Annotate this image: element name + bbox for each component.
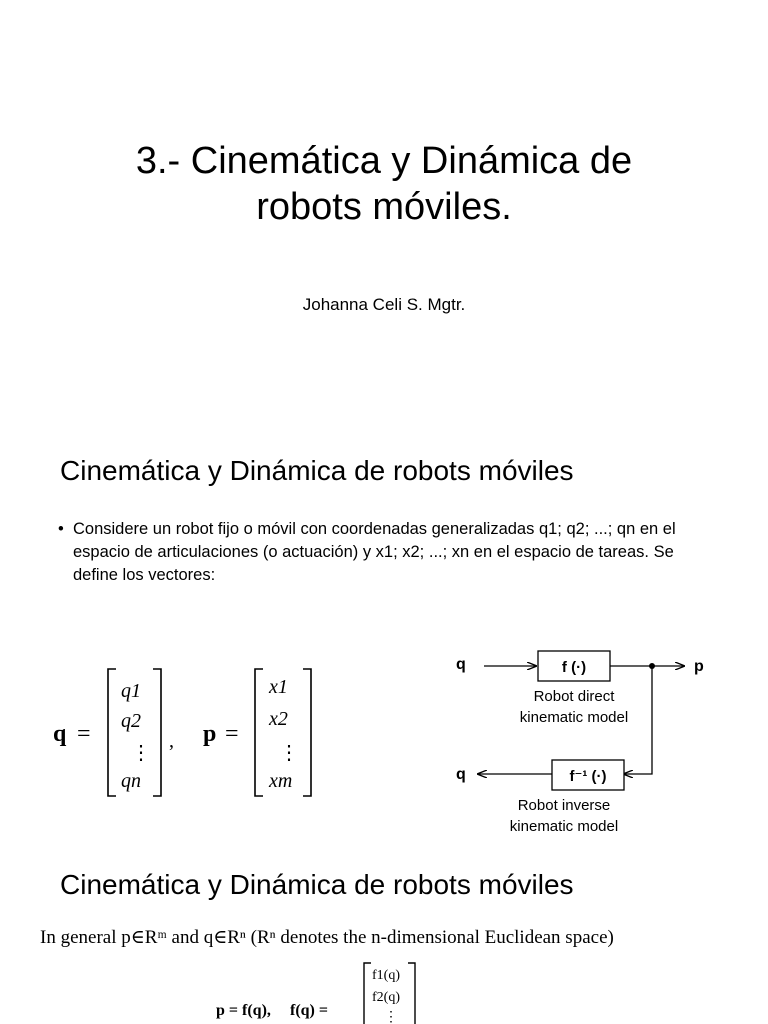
- title-line-2: robots móviles.: [256, 186, 512, 228]
- p-vector-label: p: [203, 721, 217, 747]
- kinematic-model-diagram: [448, 643, 718, 843]
- direct-box-label: f (·): [561, 659, 587, 676]
- q-entry-2: q2: [121, 710, 141, 732]
- slide-title-2: Cinemática y Dinámica de robots móviles: [60, 869, 574, 900]
- p-left-bracket: [255, 669, 263, 796]
- inverse-box-label: f⁻¹ (·): [569, 768, 607, 785]
- q-entry-dots: ⋮: [131, 742, 151, 764]
- f-right-bracket: [408, 963, 415, 1024]
- title-line-1: 3.- Cinemática y Dinámica de: [135, 140, 633, 182]
- direct-caption-line-2: kinematic model: [519, 709, 629, 726]
- formula-f-def: f(q) =: [290, 1002, 328, 1019]
- title-slide: [0, 0, 768, 433]
- q-vector-label: q: [53, 721, 67, 747]
- bullet-point: [58, 518, 718, 587]
- q-left-bracket: [108, 669, 116, 796]
- p-entry-2: x2: [269, 708, 288, 730]
- author-name: Johanna Celi S. Mgtr.: [302, 295, 466, 314]
- bullet-dot: •: [58, 520, 64, 538]
- presentation-title: [0, 138, 768, 230]
- f-entry-1: f1(q): [372, 968, 400, 983]
- kinematics-slide: [0, 433, 768, 851]
- formula-lhs: p = f(q),: [216, 1002, 271, 1019]
- p-right-bracket: [303, 669, 311, 796]
- forward-kinematics-formula: [210, 959, 430, 1024]
- p-entry-dots: ⋮: [279, 742, 299, 764]
- p-entry-1: x1: [269, 676, 288, 698]
- p-entry-m: xm: [269, 770, 293, 792]
- diagram-inverse-output-q: q: [456, 766, 466, 783]
- general-statement: In general p∈Rᵐ and q∈Rⁿ (Rⁿ denotes the n-dimensional Euclidean space): [40, 927, 614, 948]
- diagram-input-q: q: [456, 656, 466, 673]
- q-entry-1: q1: [121, 680, 141, 702]
- direct-caption-line-1: Robot direct: [533, 688, 615, 705]
- inverse-caption-line-2: kinematic model: [509, 818, 619, 835]
- q-entry-n: qn: [121, 770, 141, 792]
- vector-equation: [45, 661, 335, 806]
- kinematics-slide-2: [0, 851, 768, 1024]
- f-left-bracket: [364, 963, 371, 1024]
- diagram-output-p: p: [694, 658, 704, 675]
- slide-title: Cinemática y Dinámica de robots móviles: [60, 455, 574, 486]
- comma: ,: [169, 730, 174, 752]
- inverse-caption-line-1: Robot inverse: [517, 797, 611, 814]
- f-entry-2: f2(q): [372, 990, 400, 1005]
- equals-sign: =: [77, 721, 91, 747]
- q-right-bracket: [153, 669, 161, 796]
- f-entry-dots: ⋮: [384, 1010, 398, 1024]
- equals-sign-2: =: [225, 721, 239, 747]
- bullet-text: Considere un robot fijo o móvil con coordenadas generalizadas q1; q2; ...; qn en el espacio de articulaciones (o actuación) y x1; x2; ...; xn en el espacio de tareas. Se define los vectores:: [73, 520, 676, 584]
